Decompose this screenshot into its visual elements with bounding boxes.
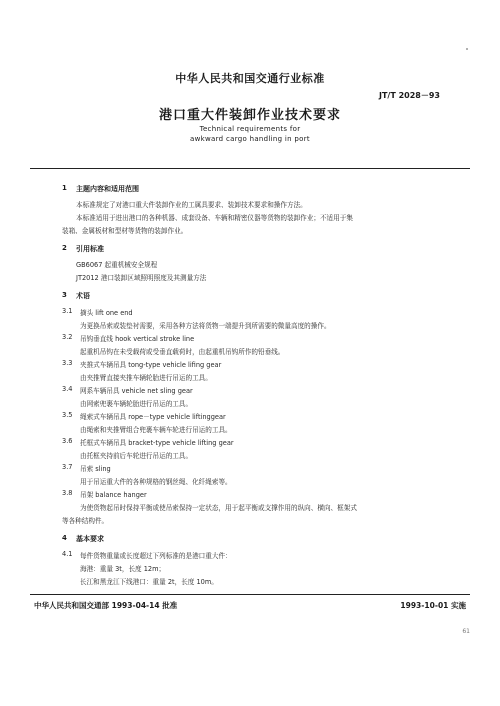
term-3-5-definition: 由绳索和夹推臂组合兜裹车辆车轮进行吊运的工具。 [80, 426, 232, 434]
section-1-number: 1 [62, 184, 67, 192]
term-3-7-number: 3.7 [62, 463, 73, 471]
term-3-8-definition-b: 等各种结构件。 [62, 517, 109, 525]
section-1-para-1: 本标准规定了对港口重大件装卸作业的工属具要求、装卸技术要求和操作方法。 [76, 201, 307, 209]
term-3-3-definition: 由夹推臂直接夹推车辆轮胎进行吊运的工具。 [80, 374, 212, 382]
section-4-number: 4 [62, 534, 67, 542]
term-3-3: 夹推式车辆吊具 tong-type vehicle lifing gear [80, 361, 222, 369]
english-title-line-2: awkward cargo handling in port [190, 135, 310, 143]
document-title: 港口重大件装卸作业技术要求 [158, 108, 341, 123]
term-3-5-number: 3.5 [62, 411, 73, 419]
term-3-7: 吊索 sling [80, 465, 111, 473]
standard-number: JT/T 2028－93 [379, 91, 440, 100]
section-1-para-2b: 装箱、金属板材和型材等货物的装卸作业。 [62, 227, 188, 235]
section-1-title: 主题内容和适用范围 [76, 185, 139, 193]
term-3-4: 网系车辆吊具 vehicle net sling gear [80, 387, 193, 395]
issuing-org: 中华人民共和国交通行业标准 [175, 72, 325, 85]
term-3-6-definition: 由托框夹持前后车轮进行吊运的工具。 [80, 452, 193, 460]
item-4-1-number: 4.1 [62, 550, 73, 558]
reference-gb6067: GB6067 起重机械安全规程 [76, 261, 158, 269]
term-3-8-number: 3.8 [62, 489, 73, 497]
item-4-1-river-port: 长江和黑龙江下线港口：重量 2t，长度 10m。 [80, 578, 218, 586]
section-2-number: 2 [62, 244, 67, 252]
term-3-4-number: 3.4 [62, 385, 73, 393]
term-3-2-definition: 起重机吊钩在未受载荷或受垂直载荷时，由起重机吊钩所作的铅垂线。 [80, 348, 285, 356]
section-3-number: 3 [62, 291, 67, 299]
section-3-title: 术语 [76, 292, 90, 300]
section-4-title: 基本要求 [76, 535, 104, 543]
scan-speck [466, 48, 468, 50]
effective-date: 1993-10-01 实施 [400, 601, 466, 610]
term-3-1-definition: 为更换吊索或装垫衬需要，采用各种方法将货物一端提升到所需要的微量高度的操作。 [80, 322, 331, 330]
term-3-1: 摘头 lift one end [80, 309, 133, 317]
term-3-7-definition: 用于吊运重大件的各种规格的钢丝绳、化纤绳索等。 [80, 478, 232, 486]
term-3-2-number: 3.2 [62, 333, 73, 341]
term-3-2: 吊钩垂直线 hook vertical stroke line [80, 335, 195, 343]
item-4-1-seaport: 海港：重量 3t，长度 12m； [80, 565, 166, 573]
bottom-rule [30, 594, 470, 595]
english-title-line-1: Technical requirements for [199, 125, 301, 133]
term-3-1-number: 3.1 [62, 307, 73, 315]
approval-line: 中华人民共和国交通部 1993-04-14 批准 [34, 601, 178, 610]
term-3-6-number: 3.6 [62, 437, 73, 445]
term-3-8: 吊架 balance hanger [80, 491, 147, 499]
term-3-8-definition-a: 为使货物起吊时保持平衡或使吊索保持一定状态，用于起平衡或支撑作用的纵向、横向、框架式 [80, 504, 357, 512]
item-4-1-text: 每件货物重量或长度超过下列标准的是港口重大件： [80, 552, 232, 560]
section-2-title: 引用标准 [76, 245, 104, 253]
page-number: 61 [462, 628, 470, 635]
term-3-4-definition: 由网索兜裹车辆轮胎进行吊运的工具。 [80, 400, 193, 408]
top-rule [30, 168, 470, 169]
term-3-3-number: 3.3 [62, 359, 73, 367]
term-3-5: 绳索式车辆吊具 rope－type vehicle liftinggear [80, 413, 226, 421]
section-1-para-2a: 本标准适用于进出港口的各种机器、成套设备、车辆和精密仪器等货物的装卸作业；不适用于集 [76, 214, 353, 222]
reference-jt2012: JT2012 港口装卸区域照明照度及其测量方法 [76, 274, 207, 282]
term-3-6: 托框式车辆吊具 bracket-type vehicle lifting gear [80, 439, 234, 447]
